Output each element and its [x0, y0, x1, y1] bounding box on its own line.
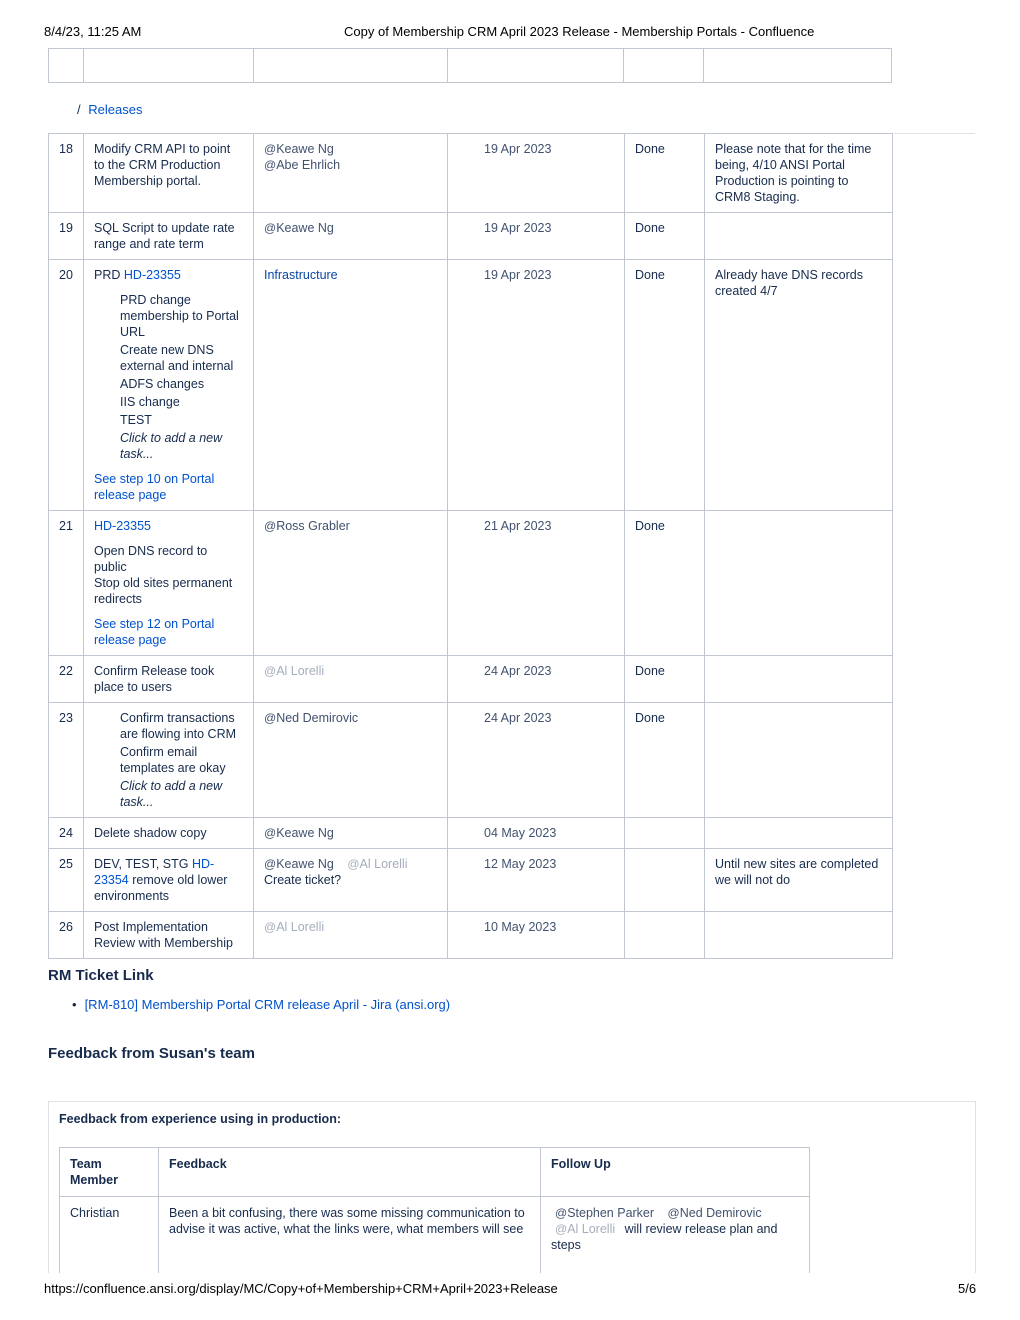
- assignee-cell: [254, 818, 448, 849]
- table-row: [49, 260, 893, 511]
- row-number: 20: [49, 260, 84, 511]
- rm-ticket-link[interactable]: [RM-810] Membership Portal CRM release April - Jira (ansi.org): [84, 997, 451, 1012]
- row-number: 22: [49, 656, 84, 703]
- task-item[interactable]: Confirm transactions are flowing into CRM: [120, 711, 237, 741]
- breadcrumb-releases-link[interactable]: Releases: [88, 102, 143, 117]
- date-cell: 21 Apr 2023: [448, 511, 625, 656]
- notes-cell: [705, 818, 893, 849]
- status-cell: Done: [625, 703, 705, 818]
- assignee-cell: [254, 703, 448, 818]
- task-cell: DEV, TEST, STG HD-23354 remove old lower environments: [84, 849, 254, 912]
- task-cell: Modify CRM API to point to the CRM Production Membership portal.: [84, 134, 254, 213]
- row-number: 18: [49, 134, 84, 213]
- print-url: https://confluence.ansi.org/display/MC/Copy+of+Membership+CRM+April+2023+Release: [44, 1281, 558, 1296]
- table-header-row: [60, 1148, 810, 1197]
- date-cell: 19 Apr 2023: [448, 213, 625, 260]
- table-row: [49, 912, 893, 959]
- assignee-cell: [254, 260, 448, 511]
- table-row: [49, 213, 893, 260]
- step-link[interactable]: See step 12 on Portal release page: [94, 617, 215, 647]
- status-cell: [625, 912, 705, 959]
- row-number: 23: [49, 703, 84, 818]
- task-list: [94, 710, 243, 810]
- assignee-cell: [254, 511, 448, 656]
- step-link[interactable]: See step 10 on Portal release page: [94, 472, 215, 502]
- mention[interactable]: @Al Lorelli: [264, 664, 325, 678]
- status-cell: Done: [625, 511, 705, 656]
- date-cell: 12 May 2023: [448, 849, 625, 912]
- column-header: Team Member: [60, 1148, 159, 1197]
- mention[interactable]: @Al Lorelli: [347, 857, 408, 871]
- status-cell: [625, 818, 705, 849]
- mention[interactable]: @Abe Ehrlich: [264, 158, 341, 172]
- notes-cell: Until new sites are completed we will not do: [705, 849, 893, 912]
- page-number: 5/6: [958, 1281, 977, 1296]
- add-task-button[interactable]: Click to add a new task...: [120, 779, 223, 809]
- ticket-link[interactable]: HD-23355: [94, 519, 151, 533]
- column-header: Follow Up: [541, 1148, 810, 1197]
- assignee-cell: [254, 213, 448, 260]
- task-cell: Post Implementation Review with Membership: [84, 912, 254, 959]
- mention[interactable]: @Stephen Parker: [555, 1206, 655, 1220]
- assignee-cell: [254, 656, 448, 703]
- notes-cell: [705, 656, 893, 703]
- table-top-fragment: [48, 48, 892, 83]
- notes-cell: Please note that for the time being, 4/10 ANSI Portal Production is pointing to CRM8 Staging.: [705, 134, 893, 213]
- mention[interactable]: @Al Lorelli: [555, 1222, 616, 1236]
- mention[interactable]: @Ned Demirovic: [667, 1206, 762, 1220]
- task-cell: HD-23355 Open DNS record to public Stop old sites permanent redirects See step 12 on Portal release page: [84, 511, 254, 656]
- add-task-button[interactable]: Click to add a new task...: [120, 431, 223, 461]
- table-row: [49, 818, 893, 849]
- task-cell: Delete shadow copy: [84, 818, 254, 849]
- notes-cell: [705, 511, 893, 656]
- rm-ticket-heading: RM Ticket Link: [48, 967, 154, 984]
- feedback-heading: Feedback from Susan's team: [48, 1045, 255, 1062]
- date-cell: 24 Apr 2023: [448, 703, 625, 818]
- print-title: Copy of Membership CRM April 2023 Release - Membership Portals - Confluence: [344, 24, 815, 39]
- task-list: [94, 292, 243, 462]
- breadcrumb: [77, 102, 142, 117]
- task-item[interactable]: Create new DNS external and internal: [120, 343, 234, 373]
- feedback-cell: Been a bit confusing, there was some missing communication to advise it was active, what the links were, what members will see: [159, 1197, 541, 1297]
- rm-ticket-list: • [RM-810] Membership Portal CRM release April - Jira (ansi.org): [72, 997, 451, 1012]
- task-cell: PRD HD-23355 PRD change membership to Portal URL Create new DNS external and internal ADFS changes IIS change TEST Click to add a new task... See step 10 on Portal release page: [84, 260, 254, 511]
- date-cell: 19 Apr 2023: [448, 134, 625, 213]
- notes-cell: Already have DNS records created 4/7: [705, 260, 893, 511]
- table-row: [49, 703, 893, 818]
- task-item[interactable]: Confirm email templates are okay: [120, 745, 226, 775]
- assignee-cell: @Keawe Ng @Al Lorelli Create ticket?: [254, 849, 448, 912]
- ticket-link[interactable]: HD-23355: [123, 268, 181, 282]
- row-number: 24: [49, 818, 84, 849]
- team-member-cell: Christian: [60, 1197, 159, 1297]
- date-cell: 10 May 2023: [448, 912, 625, 959]
- table-row: [49, 134, 893, 213]
- table-row: [49, 511, 893, 656]
- row-number: 25: [49, 849, 84, 912]
- notes-cell: [705, 213, 893, 260]
- status-cell: Done: [625, 260, 705, 511]
- followup-cell: @Stephen Parker @Ned Demirovic @Al Lorelli will review release plan and steps: [541, 1197, 810, 1297]
- breadcrumb-separator: /: [77, 102, 81, 117]
- divider: [894, 133, 975, 134]
- table-row: [49, 656, 893, 703]
- status-cell: Done: [625, 213, 705, 260]
- date-cell: 04 May 2023: [448, 818, 625, 849]
- task-item[interactable]: IIS change: [120, 395, 180, 409]
- row-number: 26: [49, 912, 84, 959]
- date-cell: 24 Apr 2023: [448, 656, 625, 703]
- task-item[interactable]: ADFS changes: [120, 377, 205, 391]
- notes-cell: [705, 703, 893, 818]
- status-cell: [625, 849, 705, 912]
- task-cell: SQL Script to update rate range and rate term: [84, 213, 254, 260]
- notes-cell: [705, 912, 893, 959]
- task-item[interactable]: PRD change membership to Portal URL: [120, 293, 239, 339]
- date-cell: 19 Apr 2023: [448, 260, 625, 511]
- assignee-cell: [254, 134, 448, 213]
- task-item[interactable]: TEST: [120, 413, 152, 427]
- mention[interactable]: @Al Lorelli: [264, 920, 325, 934]
- panel-title: Feedback from experience using in production:: [59, 1112, 341, 1126]
- mention[interactable]: @Keawe Ng: [264, 826, 334, 840]
- feedback-panel: [48, 1101, 976, 1292]
- mention[interactable]: @Ross Grabler: [264, 519, 350, 533]
- assignee-cell: [254, 912, 448, 959]
- ticket-link[interactable]: HD-23354: [94, 857, 215, 887]
- status-cell: Done: [625, 134, 705, 213]
- row-number: 21: [49, 511, 84, 656]
- row-number: 19: [49, 213, 84, 260]
- print-datetime: 8/4/23, 11:25 AM: [44, 24, 142, 39]
- task-cell: [84, 703, 254, 818]
- mention[interactable]: @Keawe Ng: [264, 142, 334, 156]
- task-cell: Confirm Release took place to users: [84, 656, 254, 703]
- mention[interactable]: @Keawe Ng: [264, 221, 334, 235]
- assignee-link[interactable]: Infrastructure: [264, 268, 338, 282]
- status-cell: Done: [625, 656, 705, 703]
- mention[interactable]: @Keawe Ng: [264, 857, 334, 871]
- release-task-table: [48, 133, 893, 959]
- table-row: [49, 849, 893, 912]
- mention[interactable]: @Ned Demirovic: [264, 711, 359, 725]
- column-header: Feedback: [159, 1148, 541, 1197]
